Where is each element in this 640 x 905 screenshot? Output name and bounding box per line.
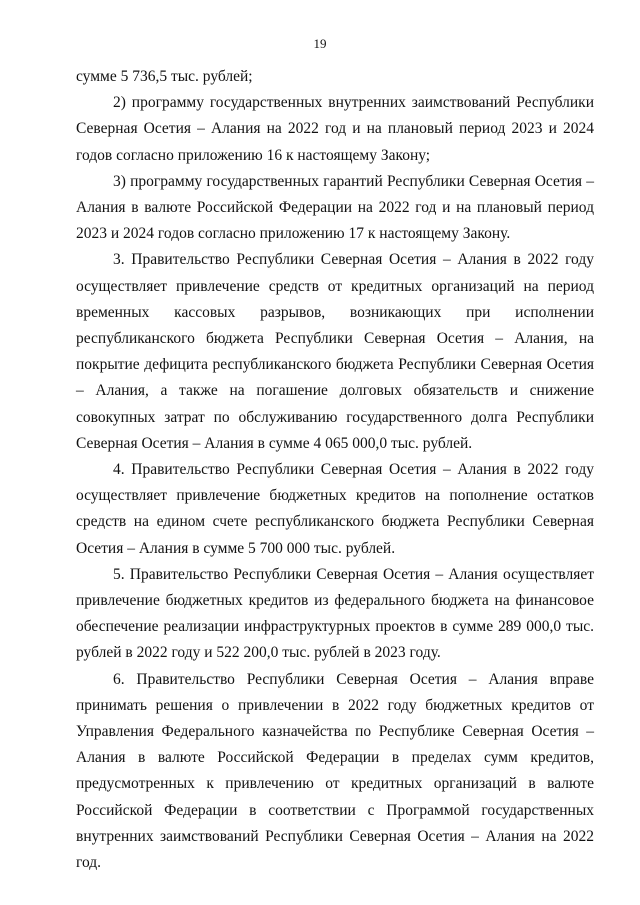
- paragraph-guarantees-program: 3) программу государственных гарантий Республики Северная Осетия – Алания в валюте Российской Федерации на 2022 год и на плановый период 2023 и 2024 годов согласно приложению 17 к настоящему Закону.: [76, 172, 594, 243]
- document-body: [76, 64, 594, 876]
- paragraph-continuation: сумме 5 736,5 тыс. рублей;: [76, 68, 253, 85]
- paragraph-clause-4: 4. Правительство Республики Северная Осетия – Алания в 2022 году осуществляет привлечение бюджетных кредитов на пополнение остатков средств на едином счете республиканского бюджета Республики Северная Осетия – Алания в сумме 5 700 000 тыс. рублей.: [76, 461, 594, 557]
- page-number: 19: [313, 36, 327, 51]
- paragraph-clause-3: 3. Правительство Республики Северная Осетия – Алания в 2022 году осуществляет привлечение средств от кредитных организаций на период временных кассовых разрывов, возникающих при исполнении республиканского бюджета Республики Северная Осетия – Алания, на покрытие дефицита республиканского бюджета Республики Северная Осетия – Алания, а также на погашение долговых обязательств и снижение совокупных затрат по обслуживанию государственного долга Республики Северная Осетия – Алания в сумме 4 065 000,0 тыс. рублей.: [76, 251, 594, 452]
- paragraph-clause-5: 5. Правительство Республики Северная Осетия – Алания осуществляет привлечение бюджетных кредитов из федерального бюджета на финансовое обеспечение реализации инфраструктурных проектов в сумме 289 000,0 тыс. рублей в 2022 году и 522 200,0 тыс. рублей в 2023 году.: [76, 565, 594, 662]
- paragraph-clause-6: 6. Правительство Республики Северная Осетия – Алания вправе принимать решения о привлечении в 2022 году бюджетных кредитов от Управления Федерального казначейства по Республике Северная Осетия – Алания в валюте Российской Федерации в пределах сумм кредитов, предусмотренных к привлечению от кредитных организаций в валюте Российской Федерации в соответствии с Программой государственных внутренних заимствований Республики Северная Осетия – Алания на 2022 год.: [76, 670, 594, 872]
- paragraph-borrowing-program: 2) программу государственных внутренних заимствований Республики Северная Осетия – Алания на 2022 год и на плановый период 2023 и 2024 годов согласно приложению 16 к настоящему Закону;: [76, 94, 594, 164]
